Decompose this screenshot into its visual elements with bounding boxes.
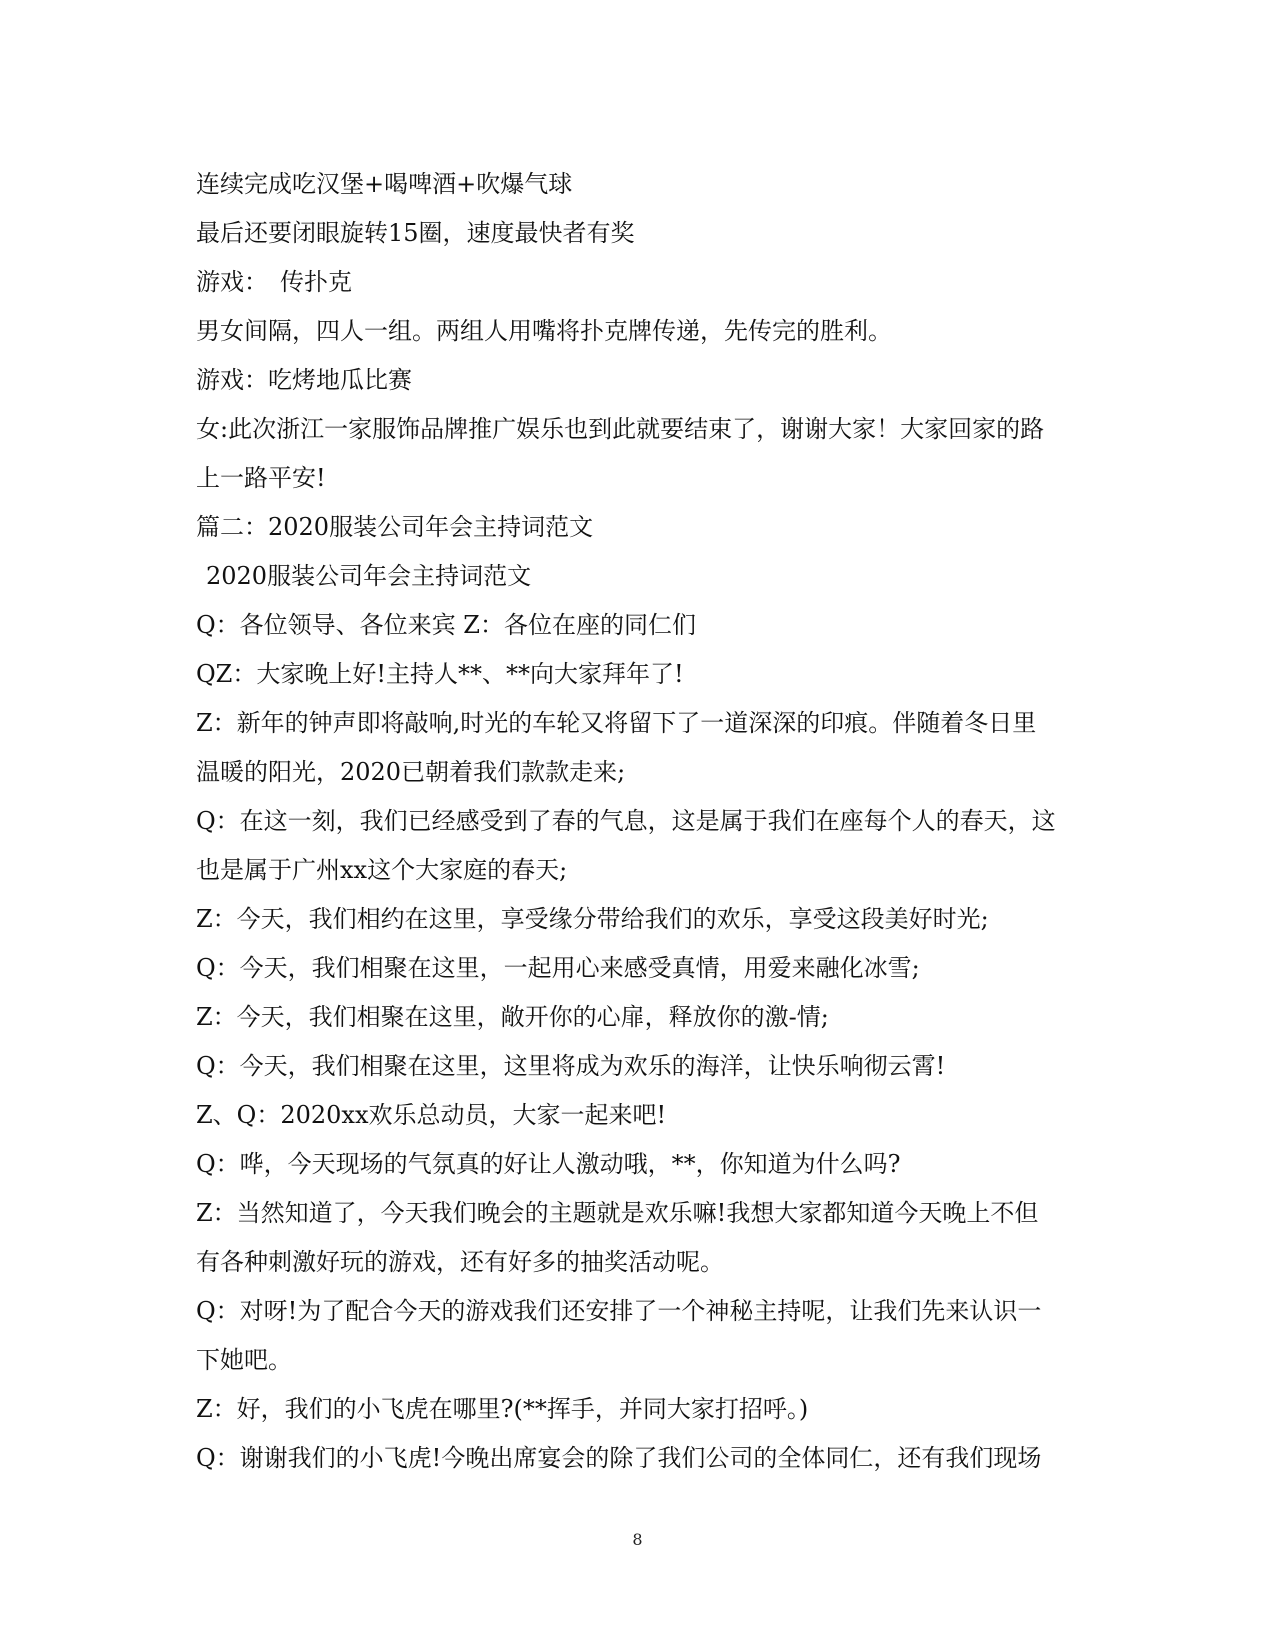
text-line: Z：当然知道了，今天我们晚会的主题就是欢乐嘛!我想大家都知道今天晚上不但 [196, 1199, 1039, 1227]
text-line: Q：在这一刻，我们已经感受到了春的气息，这是属于我们在座每个人的春天，这 [196, 807, 1056, 835]
text-line: Z：今天，我们相约在这里，享受缘分带给我们的欢乐，享受这段美好时光; [196, 905, 989, 933]
text-line: QZ：大家晚上好!主持人**、**向大家拜年了! [196, 660, 684, 688]
text-line: 游戏：吃烤地瓜比赛 [196, 366, 412, 394]
text-line: 男女间隔，四人一组。两组人用嘴将扑克牌传递，先传完的胜利。 [196, 317, 892, 345]
text-line: Q：各位领导、各位来宾 Z：各位在座的同仁们 [196, 611, 696, 639]
text-line: Q：谢谢我们的小飞虎!今晚出席宴会的除了我们公司的全体同仁，还有我们现场 [196, 1444, 1042, 1472]
text-line: 温暖的阳光，2020已朝着我们款款走来; [196, 758, 626, 786]
text-line: 下她吧。 [196, 1346, 292, 1374]
text-line: 有各种刺激好玩的游戏，还有好多的抽奖活动呢。 [196, 1248, 724, 1276]
page-number: 8 [632, 1530, 643, 1549]
text-line: Z：新年的钟声即将敲响,时光的车轮又将留下了一道深深的印痕。伴随着冬日里 [196, 709, 1037, 737]
text-line: Z：今天，我们相聚在这里，敞开你的心扉，释放你的激-情; [196, 1003, 829, 1031]
text-line: 上一路平安! [196, 464, 326, 492]
text-line: 连续完成吃汉堡+喝啤酒+吹爆气球 [196, 170, 573, 198]
text-line: 游戏： 传扑克 [196, 268, 352, 296]
text-line: Q：今天，我们相聚在这里，一起用心来感受真情，用爱来融化冰雪; [196, 954, 920, 982]
section-heading: 篇二：2020服装公司年会主持词范文 [196, 513, 594, 541]
text-line: Q：今天，我们相聚在这里，这里将成为欢乐的海洋，让快乐响彻云霄! [196, 1052, 946, 1080]
text-line: 也是属于广州xx这个大家庭的春天; [196, 856, 568, 884]
text-line: 最后还要闭眼旋转15圈，速度最快者有奖 [196, 219, 635, 247]
document-title: 2020服装公司年会主持词范文 [206, 562, 532, 590]
text-line: 女:此次浙江一家服饰品牌推广娱乐也到此就要结束了，谢谢大家！大家回家的路 [196, 415, 1045, 443]
text-line: Z：好，我们的小飞虎在哪里?(**挥手，并同大家打招呼。) [196, 1395, 809, 1423]
text-line: Q：哗，今天现场的气氛真的好让人激动哦，**，你知道为什么吗? [196, 1150, 901, 1178]
document-body [196, 160, 1096, 1483]
text-line: Q：对呀!为了配合今天的游戏我们还安排了一个神秘主持呢，让我们先来认识一 [196, 1297, 1042, 1325]
text-line: Z、Q：2020xx欢乐总动员，大家一起来吧! [196, 1101, 667, 1129]
